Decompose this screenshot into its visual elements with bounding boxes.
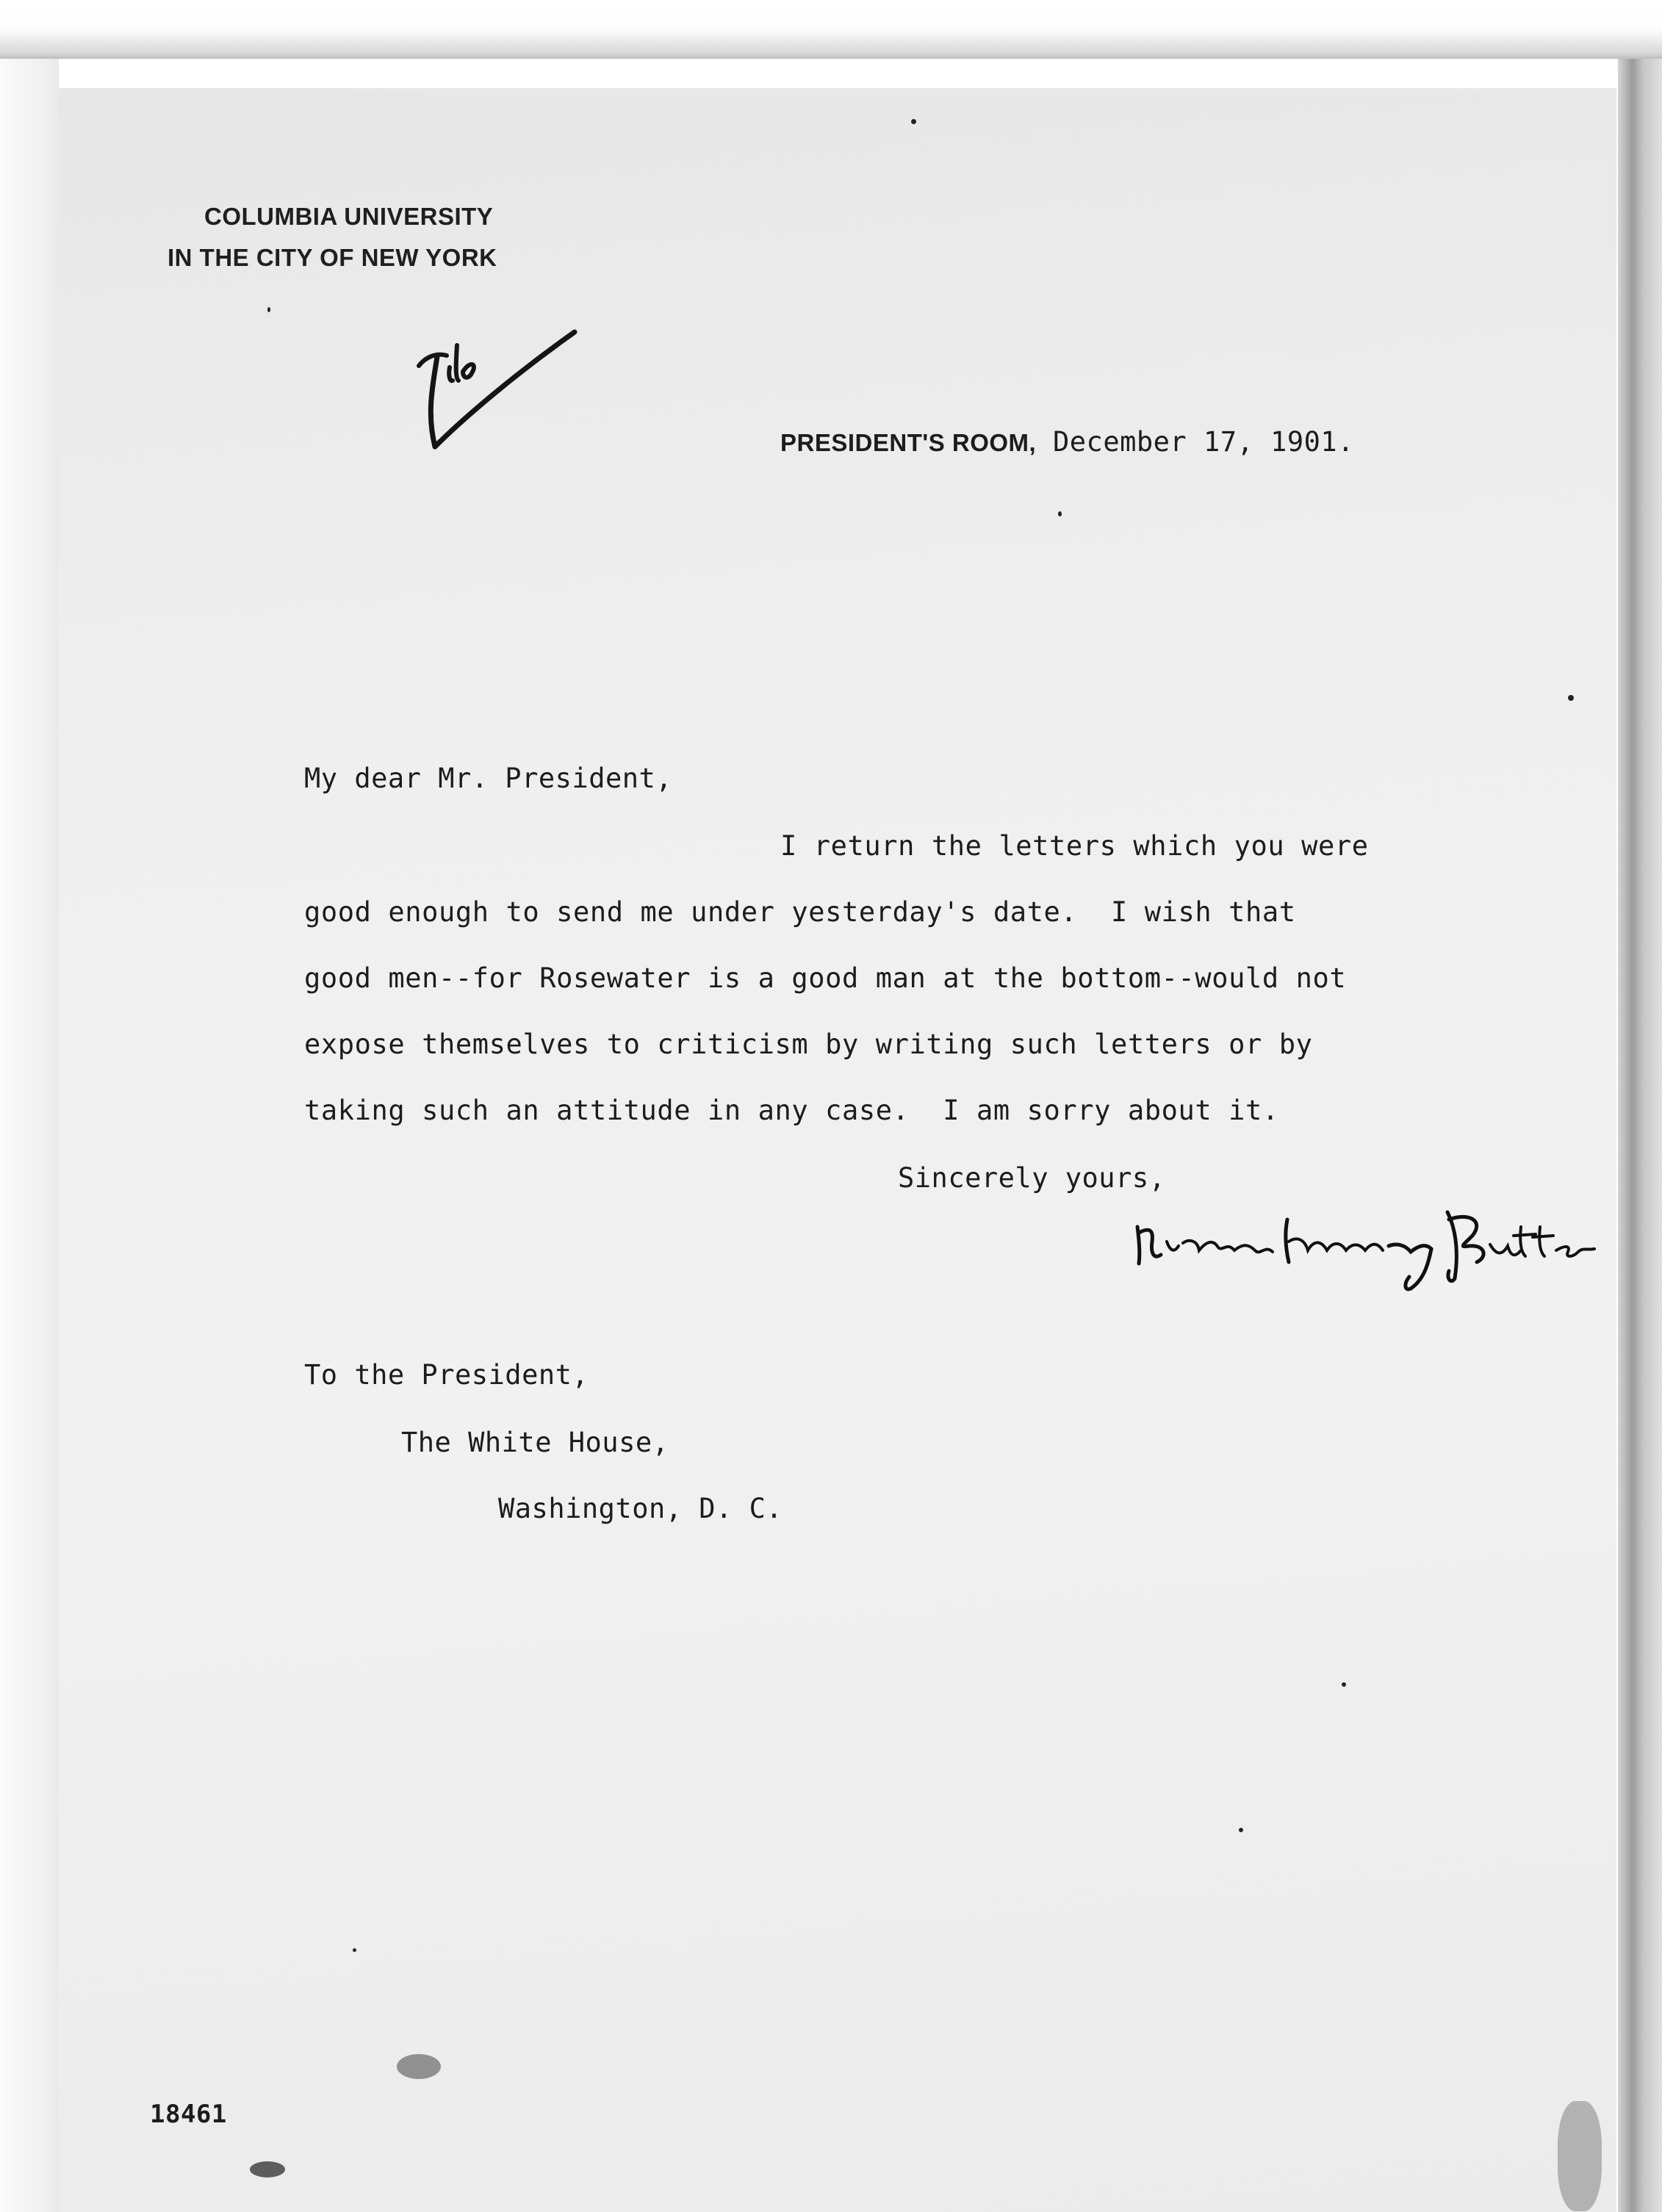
file-number: 18461 xyxy=(150,2100,227,2129)
letterhead-line-2: IN THE CITY OF NEW YORK xyxy=(168,244,497,271)
scan-right-edge xyxy=(1618,59,1662,2212)
signature xyxy=(1132,1197,1602,1293)
scan-smudge xyxy=(1558,2101,1602,2211)
dateline-date: December 17, 1901. xyxy=(1053,426,1354,458)
body-line-4: expose themselves to criticism by writing such letters or by xyxy=(304,1028,1313,1060)
closing: Sincerely yours, xyxy=(898,1162,1166,1194)
scan-speck xyxy=(353,1948,356,1952)
dateline-room: PRESIDENT'S ROOM, xyxy=(780,429,1037,456)
letterhead-line-1: COLUMBIA UNIVERSITY xyxy=(204,203,494,230)
salutation: My dear Mr. President, xyxy=(304,763,673,794)
dateline xyxy=(780,426,1354,458)
scan-speck xyxy=(1342,1682,1346,1687)
scan-speck xyxy=(911,119,916,124)
scan-speck xyxy=(267,307,270,312)
scan-smudge xyxy=(250,2161,285,2177)
scan-top-edge xyxy=(0,0,1662,59)
scan-speck xyxy=(1058,511,1062,516)
body-line-1: I return the letters which you were xyxy=(780,830,1369,862)
address-line-1: To the President, xyxy=(304,1359,589,1391)
body-line-3: good men--for Rosewater is a good man at the bottom--would not xyxy=(304,962,1347,994)
file-annotation-mark xyxy=(404,323,588,470)
paper-sheet xyxy=(59,88,1616,2212)
scan-speck xyxy=(1239,1828,1243,1832)
body-line-5: taking such an attitude in any case. I am sorry about it. xyxy=(304,1095,1279,1126)
address-line-3: Washington, D. C. xyxy=(498,1493,783,1524)
scan-left-edge xyxy=(0,59,59,2212)
body-line-2: good enough to send me under yesterday's date. I wish that xyxy=(304,896,1296,928)
address-line-2: The White House, xyxy=(401,1427,669,1458)
scan-smudge xyxy=(397,2054,441,2079)
scan-speck xyxy=(1568,695,1574,701)
